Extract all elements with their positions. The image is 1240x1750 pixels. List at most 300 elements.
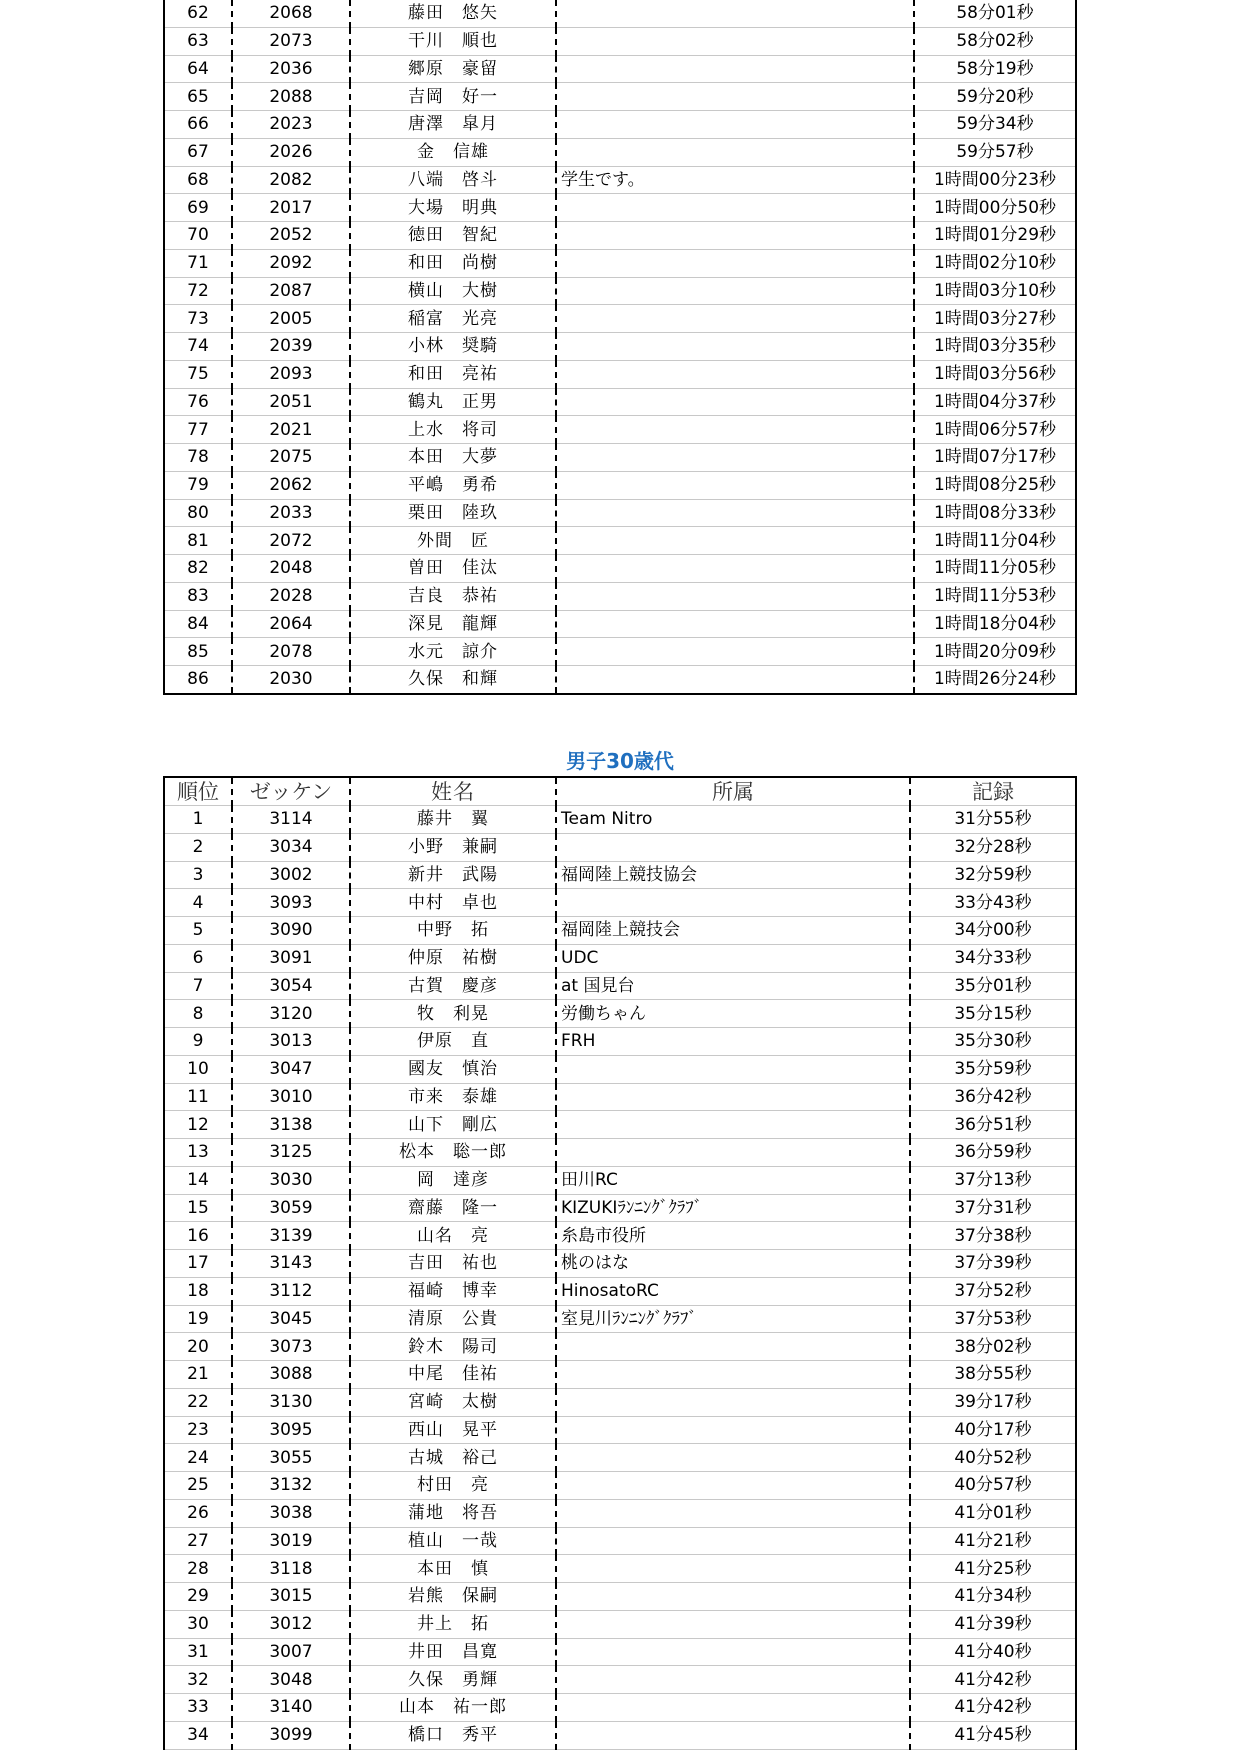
cell-org: [556, 1694, 910, 1722]
table-row: [164, 1555, 1076, 1583]
cell-rank: 71: [164, 249, 232, 277]
table-row: [164, 1527, 1076, 1555]
cell-bib: 2051: [232, 388, 350, 416]
cell-bib: 2030: [232, 666, 350, 694]
table-row: [164, 138, 1076, 166]
cell-bib: 2082: [232, 166, 350, 194]
cell-name: 植山 一哉: [350, 1527, 556, 1555]
cell-time: 41分21秒: [910, 1527, 1076, 1555]
results-table-continued: [163, 0, 1077, 695]
table-row: [164, 833, 1076, 861]
cell-time: 1時間00分50秒: [914, 194, 1076, 222]
table-row: [164, 27, 1076, 55]
cell-rank: 67: [164, 138, 232, 166]
table-row: [164, 1083, 1076, 1111]
cell-bib: 3010: [232, 1083, 350, 1111]
cell-bib: 3118: [232, 1555, 350, 1583]
cell-bib: 3091: [232, 944, 350, 972]
cell-rank: 25: [164, 1472, 232, 1500]
cell-bib: 2005: [232, 305, 350, 333]
cell-time: 34分33秒: [910, 944, 1076, 972]
cell-rank: 31: [164, 1638, 232, 1666]
cell-time: 1時間26分24秒: [914, 666, 1076, 694]
cell-org: 福岡陸上競技協会: [556, 861, 910, 889]
table-row: [164, 360, 1076, 388]
cell-org: 糸島市役所: [556, 1222, 910, 1250]
cell-org: [556, 499, 914, 527]
cell-org: [556, 194, 914, 222]
cell-name: 久保 勇輝: [350, 1666, 556, 1694]
cell-org: [556, 27, 914, 55]
cell-name: 井上 拓: [350, 1610, 556, 1638]
cell-bib: 3112: [232, 1277, 350, 1305]
table-row: [164, 889, 1076, 917]
cell-time: 40分52秒: [910, 1444, 1076, 1472]
cell-org: [556, 1610, 910, 1638]
cell-name: 大場 明典: [350, 194, 556, 222]
cell-name: 吉良 恭祐: [350, 582, 556, 610]
cell-name: 福崎 博幸: [350, 1277, 556, 1305]
cell-bib: 2075: [232, 444, 350, 472]
cell-bib: 3034: [232, 833, 350, 861]
cell-rank: 5: [164, 917, 232, 945]
cell-bib: 3055: [232, 1444, 350, 1472]
cell-bib: 3120: [232, 1000, 350, 1028]
cell-time: 37分53秒: [910, 1305, 1076, 1333]
cell-bib: 3013: [232, 1028, 350, 1056]
cell-name: 中村 卓也: [350, 889, 556, 917]
cell-rank: 76: [164, 388, 232, 416]
cell-time: 1時間03分56秒: [914, 360, 1076, 388]
cell-rank: 26: [164, 1499, 232, 1527]
table-row: [164, 1583, 1076, 1611]
table-row: [164, 1250, 1076, 1278]
cell-time: 1時間03分35秒: [914, 333, 1076, 361]
cell-name: 本田 大夢: [350, 444, 556, 472]
cell-name: 仲原 祐樹: [350, 944, 556, 972]
cell-name: 西山 晃平: [350, 1416, 556, 1444]
cell-bib: 2026: [232, 138, 350, 166]
table-row: [164, 1416, 1076, 1444]
cell-name: 八端 啓斗: [350, 166, 556, 194]
cell-rank: 83: [164, 582, 232, 610]
cell-name: 鈴木 陽司: [350, 1333, 556, 1361]
cell-name: 中尾 佳祐: [350, 1361, 556, 1389]
cell-rank: 22: [164, 1388, 232, 1416]
cell-org: [556, 249, 914, 277]
table-row: [164, 1277, 1076, 1305]
cell-name: 小林 奨騎: [350, 333, 556, 361]
cell-org: HinosatoRC: [556, 1277, 910, 1305]
table-row: [164, 0, 1076, 27]
cell-org: [556, 666, 914, 694]
cell-time: 32分59秒: [910, 861, 1076, 889]
cell-rank: 23: [164, 1416, 232, 1444]
table-row: [164, 166, 1076, 194]
cell-name: 蒲地 将吾: [350, 1499, 556, 1527]
cell-name: 齋藤 隆一: [350, 1194, 556, 1222]
cell-rank: 82: [164, 555, 232, 583]
cell-bib: 2064: [232, 610, 350, 638]
cell-bib: 3007: [232, 1638, 350, 1666]
cell-org: 田川RC: [556, 1166, 910, 1194]
cell-rank: 75: [164, 360, 232, 388]
table-row: [164, 222, 1076, 250]
cell-name: 清原 公貴: [350, 1305, 556, 1333]
cell-name: 新井 武陽: [350, 861, 556, 889]
cell-rank: 6: [164, 944, 232, 972]
cell-org: [556, 1139, 910, 1167]
cell-rank: 66: [164, 111, 232, 139]
cell-org: [556, 1444, 910, 1472]
table-row: [164, 333, 1076, 361]
table-row: [164, 1694, 1076, 1722]
cell-org: [556, 1721, 910, 1749]
cell-time: 1時間18分04秒: [914, 610, 1076, 638]
cell-time: 36分42秒: [910, 1083, 1076, 1111]
cell-bib: 3093: [232, 889, 350, 917]
cell-rank: 8: [164, 1000, 232, 1028]
cell-time: 1時間00分23秒: [914, 166, 1076, 194]
table-row: [164, 499, 1076, 527]
cell-time: 38分55秒: [910, 1361, 1076, 1389]
cell-rank: 9: [164, 1028, 232, 1056]
cell-name: 金 信雄: [350, 138, 556, 166]
results-table-men-30s: [163, 776, 1077, 1750]
cell-rank: 74: [164, 333, 232, 361]
cell-bib: 3045: [232, 1305, 350, 1333]
table-row: [164, 1000, 1076, 1028]
cell-time: 37分39秒: [910, 1250, 1076, 1278]
cell-rank: 73: [164, 305, 232, 333]
cell-time: 35分15秒: [910, 1000, 1076, 1028]
cell-rank: 63: [164, 27, 232, 55]
cell-bib: 3073: [232, 1333, 350, 1361]
cell-name: 山名 亮: [350, 1222, 556, 1250]
cell-time: 1時間03分27秒: [914, 305, 1076, 333]
cell-bib: 3140: [232, 1694, 350, 1722]
cell-bib: 2092: [232, 249, 350, 277]
table-row: [164, 388, 1076, 416]
cell-rank: 69: [164, 194, 232, 222]
table-row: [164, 471, 1076, 499]
cell-time: 41分39秒: [910, 1610, 1076, 1638]
cell-name: 岩熊 保嗣: [350, 1583, 556, 1611]
cell-bib: 3038: [232, 1499, 350, 1527]
cell-time: 1時間04分37秒: [914, 388, 1076, 416]
table-row: [164, 1055, 1076, 1083]
cell-name: 久保 和輝: [350, 666, 556, 694]
header-bib: ゼッケン: [232, 777, 350, 806]
cell-time: 40分17秒: [910, 1416, 1076, 1444]
cell-time: 35分01秒: [910, 972, 1076, 1000]
cell-time: 41分01秒: [910, 1499, 1076, 1527]
cell-time: 32分28秒: [910, 833, 1076, 861]
cell-name: 平嶋 勇希: [350, 471, 556, 499]
cell-name: 山本 祐一郎: [350, 1694, 556, 1722]
cell-name: 外間 匠: [350, 527, 556, 555]
cell-org: [556, 638, 914, 666]
cell-rank: 77: [164, 416, 232, 444]
results-table-body: [164, 806, 1076, 1750]
cell-rank: 21: [164, 1361, 232, 1389]
cell-org: [556, 1638, 910, 1666]
cell-rank: 12: [164, 1111, 232, 1139]
cell-name: 宮崎 太樹: [350, 1388, 556, 1416]
table-row: [164, 1472, 1076, 1500]
cell-bib: 3048: [232, 1666, 350, 1694]
cell-name: 伊原 直: [350, 1028, 556, 1056]
cell-bib: 3019: [232, 1527, 350, 1555]
cell-rank: 24: [164, 1444, 232, 1472]
cell-time: 1時間01分29秒: [914, 222, 1076, 250]
cell-time: 1時間02分10秒: [914, 249, 1076, 277]
cell-rank: 68: [164, 166, 232, 194]
cell-rank: 10: [164, 1055, 232, 1083]
cell-rank: 2: [164, 833, 232, 861]
cell-time: 35分30秒: [910, 1028, 1076, 1056]
cell-org: 学生です。: [556, 166, 914, 194]
cell-time: 36分59秒: [910, 1139, 1076, 1167]
cell-rank: 62: [164, 0, 232, 27]
cell-rank: 85: [164, 638, 232, 666]
table-row: [164, 194, 1076, 222]
cell-time: 58分19秒: [914, 55, 1076, 83]
table-row: [164, 83, 1076, 111]
cell-rank: 33: [164, 1694, 232, 1722]
cell-name: 牧 利晃: [350, 1000, 556, 1028]
cell-rank: 34: [164, 1721, 232, 1749]
cell-org: [556, 610, 914, 638]
table-row: [164, 1610, 1076, 1638]
cell-org: [556, 582, 914, 610]
cell-time: 36分51秒: [910, 1111, 1076, 1139]
cell-time: 41分34秒: [910, 1583, 1076, 1611]
cell-time: 41分25秒: [910, 1555, 1076, 1583]
cell-org: KIZUKIﾗﾝﾆﾝｸﾞｸﾗﾌﾞ: [556, 1194, 910, 1222]
cell-rank: 1: [164, 806, 232, 834]
table-row: [164, 610, 1076, 638]
cell-name: 水元 諒介: [350, 638, 556, 666]
cell-org: [556, 0, 914, 27]
cell-bib: 2093: [232, 360, 350, 388]
cell-time: 1時間11分04秒: [914, 527, 1076, 555]
cell-rank: 32: [164, 1666, 232, 1694]
cell-bib: 2048: [232, 555, 350, 583]
cell-bib: 3130: [232, 1388, 350, 1416]
header-rank: 順位: [164, 777, 232, 806]
cell-time: 58分02秒: [914, 27, 1076, 55]
cell-org: [556, 111, 914, 139]
cell-time: 33分43秒: [910, 889, 1076, 917]
cell-name: 古城 裕己: [350, 1444, 556, 1472]
cell-rank: 70: [164, 222, 232, 250]
cell-rank: 86: [187, 669, 209, 690]
cell-name: 稲富 光亮: [350, 305, 556, 333]
cell-bib: 3138: [232, 1111, 350, 1139]
cell-time: 1時間11分05秒: [914, 555, 1076, 583]
cell-name: 鶴丸 正男: [350, 388, 556, 416]
cell-bib: 2023: [232, 111, 350, 139]
table-row: [164, 277, 1076, 305]
cell-name: 小野 兼嗣: [350, 833, 556, 861]
header-org: 所属: [556, 777, 910, 806]
cell-rank: 4: [164, 889, 232, 917]
table-row: [164, 917, 1076, 945]
cell-org: [556, 527, 914, 555]
table-header-row: [164, 777, 1076, 806]
table-row: [164, 1444, 1076, 1472]
cell-bib: 3139: [232, 1222, 350, 1250]
cell-name: 國友 慎治: [350, 1055, 556, 1083]
cell-name: 上水 将司: [350, 416, 556, 444]
cell-org: [556, 277, 914, 305]
cell-org: [556, 1388, 910, 1416]
cell-name: 村田 亮: [350, 1472, 556, 1500]
cell-name: 古賀 慶彦: [350, 972, 556, 1000]
cell-bib: 3047: [232, 1055, 350, 1083]
cell-rank: 64: [164, 55, 232, 83]
cell-bib: 2087: [232, 277, 350, 305]
cell-time: 37分13秒: [910, 1166, 1076, 1194]
cell-time: 41分42秒: [910, 1666, 1076, 1694]
cell-bib: 2052: [232, 222, 350, 250]
cell-name: 唐澤 皐月: [350, 111, 556, 139]
cell-time: 1時間08分25秒: [914, 471, 1076, 499]
section-title: 男子30歳代: [566, 749, 674, 773]
cell-bib: 3059: [232, 1194, 350, 1222]
cell-time: 37分38秒: [910, 1222, 1076, 1250]
cell-org: 室見川ﾗﾝﾆﾝｸﾞｸﾗﾌﾞ: [556, 1305, 910, 1333]
cell-bib: 3030: [232, 1166, 350, 1194]
cell-time: 1時間03分10秒: [914, 277, 1076, 305]
cell-name: 市来 泰雄: [350, 1083, 556, 1111]
cell-name: 岡 達彦: [350, 1166, 556, 1194]
cell-org: [556, 360, 914, 388]
cell-rank: 84: [164, 610, 232, 638]
cell-rank: 72: [164, 277, 232, 305]
cell-org: [556, 1666, 910, 1694]
table-row: [164, 527, 1076, 555]
cell-rank: 19: [164, 1305, 232, 1333]
cell-rank: 11: [164, 1083, 232, 1111]
cell-time: 40分57秒: [910, 1472, 1076, 1500]
cell-rank: 14: [164, 1166, 232, 1194]
cell-bib: 3095: [232, 1416, 350, 1444]
table-row: [164, 972, 1076, 1000]
cell-bib: 3132: [232, 1472, 350, 1500]
table-row: [164, 1139, 1076, 1167]
cell-org: [556, 416, 914, 444]
cell-name: 藤田 悠矢: [350, 0, 556, 27]
cell-bib: 3125: [232, 1139, 350, 1167]
cell-bib: 3002: [232, 861, 350, 889]
cell-name: 曽田 佳汰: [350, 555, 556, 583]
cell-org: [556, 388, 914, 416]
table-row: [164, 416, 1076, 444]
cell-org: [556, 138, 914, 166]
table-row: [164, 1333, 1076, 1361]
cell-time: 41分40秒: [910, 1638, 1076, 1666]
cell-org: [556, 222, 914, 250]
cell-bib: 2033: [232, 499, 350, 527]
table-row: [164, 861, 1076, 889]
cell-org: [556, 889, 910, 917]
table-row: [164, 806, 1076, 834]
cell-org: [556, 471, 914, 499]
cell-name: 郷原 豪留: [350, 55, 556, 83]
cell-bib: 3114: [232, 806, 350, 834]
table-row: [164, 1111, 1076, 1139]
cell-time: 58分01秒: [914, 0, 1076, 27]
results-table-body: [164, 0, 1076, 694]
table-row: [164, 1222, 1076, 1250]
cell-bib: 2036: [232, 55, 350, 83]
cell-bib: 3015: [232, 1583, 350, 1611]
cell-org: [556, 555, 914, 583]
cell-name: 井田 昌寛: [350, 1638, 556, 1666]
cell-time: 39分17秒: [910, 1388, 1076, 1416]
cell-bib: 3090: [232, 917, 350, 945]
cell-rank: 30: [164, 1610, 232, 1638]
cell-bib: 2088: [232, 83, 350, 111]
cell-name: 吉岡 好一: [350, 83, 556, 111]
cell-bib: 2068: [232, 0, 350, 27]
cell-org: [556, 1361, 910, 1389]
cell-org: Team Nitro: [556, 806, 910, 834]
cell-rank: 7: [164, 972, 232, 1000]
cell-time: 1時間08分33秒: [914, 499, 1076, 527]
table-row: [164, 1166, 1076, 1194]
cell-bib: 2021: [232, 416, 350, 444]
cell-org: [556, 1055, 910, 1083]
table-row: [164, 1499, 1076, 1527]
cell-org: [556, 1583, 910, 1611]
cell-bib: 2039: [232, 333, 350, 361]
cell-bib: 3054: [232, 972, 350, 1000]
cell-name: 藤井 翼: [350, 806, 556, 834]
cell-bib: 2078: [232, 638, 350, 666]
cell-time: 41分42秒: [910, 1694, 1076, 1722]
cell-name: 干川 順也: [350, 27, 556, 55]
cell-name: 和田 亮祐: [350, 360, 556, 388]
cell-name: 吉田 祐也: [350, 1250, 556, 1278]
table-row: [164, 944, 1076, 972]
table-row: [164, 1361, 1076, 1389]
cell-rank: 16: [164, 1222, 232, 1250]
cell-time: 59分57秒: [914, 138, 1076, 166]
cell-org: [556, 83, 914, 111]
cell-name: 深見 龍輝: [350, 610, 556, 638]
table-row: [164, 444, 1076, 472]
cell-org: 桃のはな: [556, 1250, 910, 1278]
table-row: [164, 666, 1076, 694]
cell-time: 1時間07分17秒: [914, 444, 1076, 472]
cell-bib: 3099: [232, 1721, 350, 1749]
cell-time: 1時間06分57秒: [914, 416, 1076, 444]
cell-time: 35分59秒: [910, 1055, 1076, 1083]
cell-rank: 29: [164, 1583, 232, 1611]
cell-bib: 3012: [232, 1610, 350, 1638]
cell-org: [556, 1083, 910, 1111]
cell-bib: 2017: [232, 194, 350, 222]
cell-org: [556, 1416, 910, 1444]
cell-name: 横山 大樹: [350, 277, 556, 305]
cell-name: 山下 剛広: [350, 1111, 556, 1139]
cell-time: 59分20秒: [914, 83, 1076, 111]
cell-rank: 81: [164, 527, 232, 555]
cell-rank: 27: [164, 1527, 232, 1555]
